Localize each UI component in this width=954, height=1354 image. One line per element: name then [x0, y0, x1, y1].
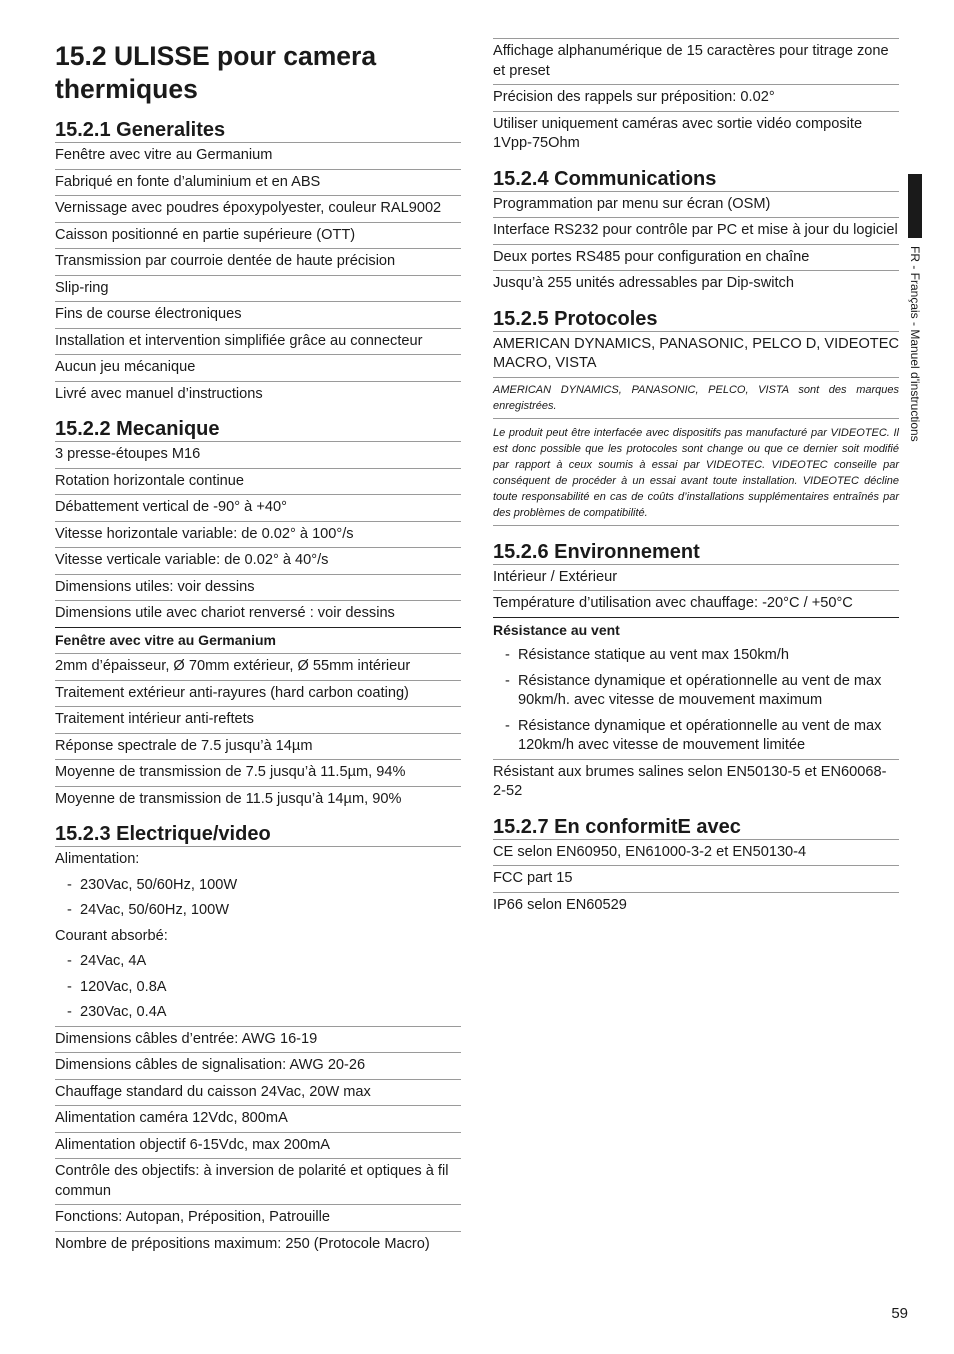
spec-row: Alimentation objectif 6-15Vdc, max 200mA [55, 1133, 461, 1160]
spec-row: Traitement intérieur anti-reftets [55, 707, 461, 734]
section-heading: 15.2.1 Generalites [55, 118, 461, 143]
page-title: 15.2 ULISSE pour camera thermiques [55, 41, 377, 104]
spec-row: Moyenne de transmission de 11.5 jusqu’à 14µm, 90% [55, 790, 402, 807]
trademark-note: AMERICAN DYNAMICS, PANASONIC, PELCO, VISTA sont des marques enregistrées. [493, 378, 899, 419]
spec-row: Transmission par courroie dentée de haute précision [55, 249, 461, 276]
section-heading: 15.2.5 Protocoles [493, 307, 899, 332]
spec-row: Installation et intervention simplifiée grâce au connecteur [55, 329, 461, 356]
section-heading: 15.2.4 Communications [493, 167, 899, 192]
spec-row: Programmation par menu sur écran (OSM) [493, 192, 899, 219]
spec-row: Contrôle des objectifs: à inversion de polarité et optiques à fil commun [55, 1159, 461, 1205]
spec-row: Réponse spectrale de 7.5 jusqu’à 14µm [55, 734, 461, 761]
section-heading: 15.2.7 En conformitE avec [493, 815, 899, 840]
section-heading: 15.2.6 Environnement [493, 540, 899, 565]
section-protocoles [493, 307, 899, 526]
spec-row: Fabriqué en fonte d’aluminium et en ABS [55, 170, 461, 197]
spec-bullet: - 120Vac, 0.8A [67, 978, 167, 995]
spec-row: AMERICAN DYNAMICS, PANASONIC, PELCO D, VIDEOTEC MACRO, VISTA [493, 332, 899, 378]
spec-row: Utiliser uniquement caméras avec sortie vidéo composite 1Vpp-75Ohm [493, 115, 863, 151]
spec-row: Deux portes RS485 pour configuration en chaîne [493, 245, 899, 272]
spec-row: Intérieur / Extérieur [493, 565, 899, 592]
spec-row: Nombre de prépositions maximum: 250 (Protocole Macro) [55, 1235, 430, 1252]
side-language-label: FR - Français - Manuel d'instructions [908, 246, 922, 442]
spec-row: Caisson positionné en partie supérieure (OTT) [55, 223, 461, 250]
right-list-wrap [493, 38, 899, 918]
spec-row: Résistant aux brumes salines selon EN50130-5 et EN60068-2-52 [493, 763, 887, 799]
spec-label: Alimentation: [55, 851, 140, 867]
page-number: 59 [891, 1305, 908, 1322]
spec-row: Fenêtre avec vitre au Germanium [55, 143, 461, 170]
spec-row: Débattement vertical de -90° à +40° [55, 495, 461, 522]
spec-row: Rotation horizontale continue [55, 469, 461, 496]
spec-row: Vitesse horizontale variable: de 0.02° à 100°/s [55, 522, 461, 549]
section-mecanique [55, 417, 461, 812]
spec-label: Courant absorbé: [55, 927, 168, 944]
left-list-wrap [55, 118, 461, 1257]
spec-row: Fins de course électroniques [55, 302, 461, 329]
section-generalites [55, 118, 461, 407]
spec-row: 3 presse-étoupes M16 [55, 442, 461, 469]
spec-row: 2mm d’épaisseur, Ø 70mm extérieur, Ø 55mm intérieur [55, 654, 461, 681]
spec-row: Jusqu’à 255 unités adressables par Dip-switch [493, 275, 794, 291]
spec-subheading: Résistance au vent [493, 621, 620, 638]
section-environnement [493, 540, 899, 805]
spec-row: Dimensions câbles de signalisation: AWG 20-26 [55, 1053, 461, 1080]
spec-bullet: - 230Vac, 50/60Hz, 100W [67, 876, 238, 893]
spec-bullet: - 24Vac, 50/60Hz, 100W [67, 902, 229, 918]
spec-row: Dimensions câbles d’entrée: AWG 16-19 [55, 1027, 461, 1054]
spec-row: Aucun jeu mécanique [55, 355, 461, 382]
spec-row: Moyenne de transmission de 7.5 jusqu’à 11.5µm, 94% [55, 760, 461, 787]
section-conformite [493, 815, 899, 919]
spec-bullet: - Résistance dynamique et opérationnelle au vent de max 120km/h avec vitesse de mouvement limitée [493, 714, 899, 760]
spec-row: Slip-ring [55, 276, 461, 303]
spec-row: CE selon EN60950, EN61000-3-2 et EN50130-4 [493, 840, 899, 867]
spec-row: Alimentation caméra 12Vdc, 800mA [55, 1106, 461, 1133]
spec-subheading: Fenêtre avec vitre au Germanium [55, 628, 461, 655]
spec-row: Fonctions: Autopan, Préposition, Patrouille [55, 1205, 461, 1232]
spec-bullet: - 230Vac, 0.4A [55, 1000, 461, 1027]
section-electrique [55, 822, 461, 1257]
spec-row: Chauffage standard du caisson 24Vac, 20W max [55, 1080, 461, 1107]
spec-bullet: - 24Vac, 4A [67, 953, 147, 969]
spec-row: Traitement extérieur anti-rayures (hard carbon coating) [55, 681, 461, 708]
spec-row: Vernissage avec poudres époxypolyester, couleur RAL9002 [55, 196, 461, 223]
section-communications [493, 167, 899, 297]
spec-row: Livré avec manuel d’instructions [55, 385, 263, 402]
section-heading: 15.2.3 Electrique/video [55, 822, 461, 847]
spec-row: Interface RS232 pour contrôle par PC et mise à jour du logiciel [493, 218, 899, 245]
compatibility-note: Le produit peut être interfacée avec dispositifs pas manufacturé par VIDEOTEC. Il est donc possible que les protocoles sont change ou que ce dernier soit modifié par rapport à ceux soumis à essai par VIDEOTEC. VIDEOTEC conseille par conséquent de procéder à un essai avant toute installation. VIDEOTEC décline toute responsabilité en cas de coûts d’installations supplémentaires entraînés par des problèmes de compatibilité. [493, 419, 899, 526]
spec-row: FCC part 15 [493, 866, 899, 893]
spec-row: Affichage alphanumérique de 15 caractères pour titrage zone et preset [493, 39, 899, 85]
side-tab-bar [908, 174, 922, 238]
spec-bullet: - Résistance dynamique et opérationnelle au vent de max 90km/h. avec vitesse de mouvement maximum [505, 672, 882, 708]
spec-row: Dimensions utiles: voir dessins [55, 575, 461, 602]
spec-row: Précision des rappels sur préposition: 0.02° [493, 85, 899, 112]
spec-row: Vitesse verticale variable: de 0.02° à 40°/s [55, 548, 461, 575]
section-heading: 15.2.2 Mecanique [55, 417, 461, 442]
spec-row: Température d’utilisation avec chauffage: -20°C / +50°C [493, 591, 899, 618]
spec-bullet: - Résistance statique au vent max 150km/h [505, 647, 789, 663]
spec-row: Dimensions utile avec chariot renversé : voir dessins [55, 601, 461, 628]
spec-row: IP66 selon EN60529 [493, 896, 627, 913]
